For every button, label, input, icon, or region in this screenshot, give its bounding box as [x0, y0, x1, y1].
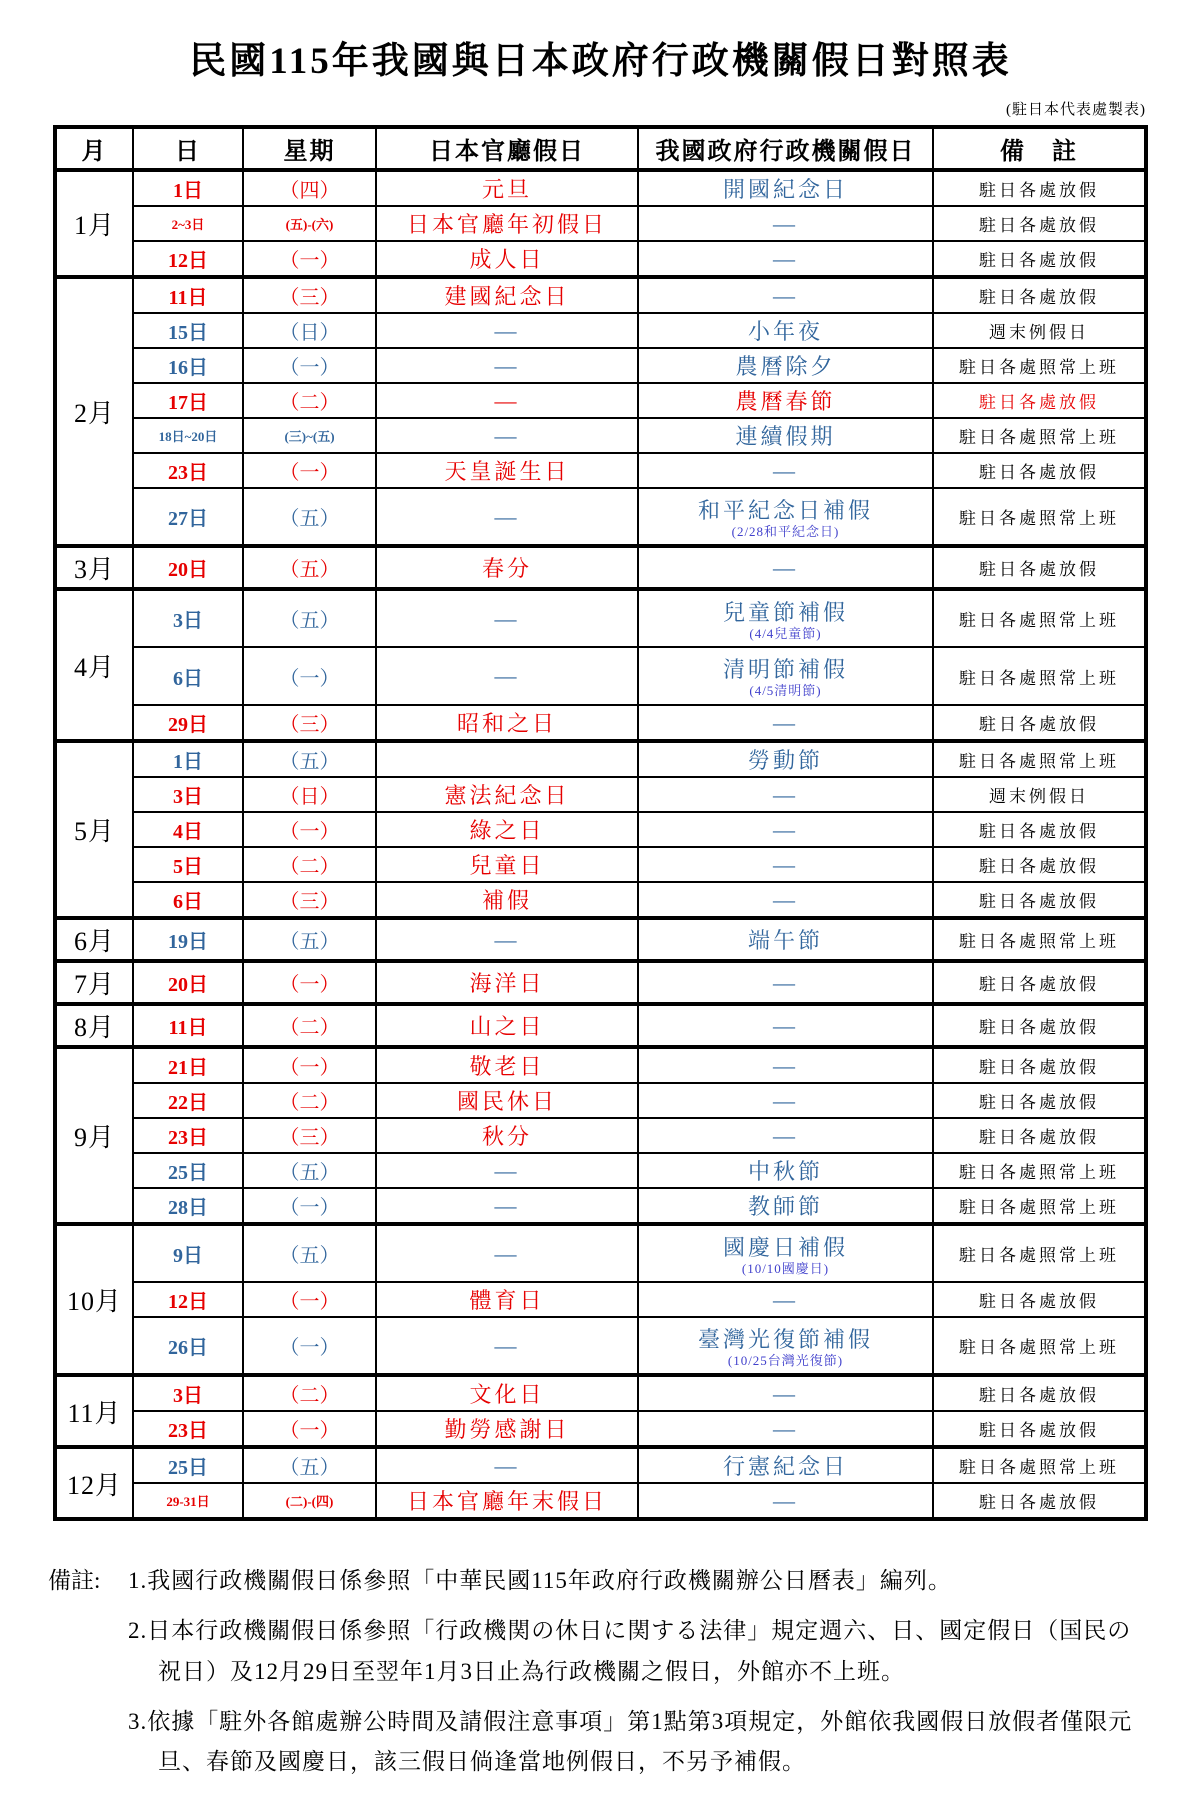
- taiwan-holiday-name: 端午節: [747, 928, 823, 953]
- month-cell: 8月: [55, 1004, 133, 1047]
- table-row: [55, 1375, 1146, 1411]
- day-cell: 5日: [133, 847, 243, 882]
- remark-cell: 駐日各處放假: [933, 847, 1146, 882]
- taiwan-holiday-name: 小年夜: [747, 319, 823, 344]
- header-cell: 星期: [243, 127, 376, 170]
- day-cell: 2~3日: [133, 206, 243, 241]
- remark-cell: 駐日各處放假: [933, 1118, 1146, 1153]
- month-cell: 11月: [55, 1375, 133, 1447]
- japan-holiday-cell: —: [376, 589, 638, 647]
- weekday-cell: （日）: [243, 777, 376, 812]
- month-cell: 2月: [55, 277, 133, 546]
- month-cell: 3月: [55, 546, 133, 589]
- header-cell: 日: [133, 127, 243, 170]
- japan-holiday-cell: 敬老日: [376, 1047, 638, 1083]
- table-row: [55, 647, 1146, 705]
- taiwan-holiday-note: (4/4兒童節): [749, 625, 822, 641]
- remark-cell: 駐日各處照常上班: [933, 1188, 1146, 1224]
- day-cell: 1日: [133, 170, 243, 206]
- taiwan-holiday-name: —: [773, 816, 798, 842]
- day-cell: 16日: [133, 348, 243, 383]
- day-cell: 4日: [133, 812, 243, 847]
- table-row: [55, 1153, 1146, 1188]
- japan-holiday-cell: 山之日: [376, 1004, 638, 1047]
- taiwan-holiday-cell: [638, 812, 933, 847]
- weekday-cell: （二）: [243, 1375, 376, 1411]
- weekday-cell: （五）: [243, 918, 376, 961]
- weekday-cell: （一）: [243, 453, 376, 488]
- remark-cell: 駐日各處照常上班: [933, 1224, 1146, 1282]
- table-row: [55, 961, 1146, 1004]
- table-row: [55, 546, 1146, 589]
- remark-cell: 駐日各處放假: [933, 812, 1146, 847]
- remark-cell: 駐日各處照常上班: [933, 348, 1146, 383]
- month-cell: 10月: [55, 1224, 133, 1375]
- weekday-cell: （五）: [243, 546, 376, 589]
- day-cell: 6日: [133, 882, 243, 918]
- table-row: [55, 1047, 1146, 1083]
- weekday-cell: (二)-(四): [243, 1483, 376, 1519]
- japan-holiday-cell: 國民休日: [376, 1083, 638, 1118]
- month-cell: 6月: [55, 918, 133, 961]
- remark-cell: 駐日各處放假: [933, 882, 1146, 918]
- taiwan-holiday-name: 農曆春節: [735, 389, 836, 414]
- remark-cell: 駐日各處放假: [933, 1483, 1146, 1519]
- taiwan-holiday-cell: [638, 383, 933, 418]
- weekday-cell: （二）: [243, 1083, 376, 1118]
- taiwan-holiday-cell: [638, 313, 933, 348]
- japan-holiday-cell: —: [376, 1153, 638, 1188]
- japan-holiday-cell: [376, 741, 638, 777]
- table-row: [55, 348, 1146, 383]
- table-row: [55, 1118, 1146, 1153]
- taiwan-holiday-name: —: [773, 1380, 798, 1406]
- weekday-cell: （四）: [243, 170, 376, 206]
- header-cell: 我國政府行政機關假日: [638, 127, 933, 170]
- taiwan-holiday-cell: [638, 1375, 933, 1411]
- taiwan-holiday-name: 國慶日補假: [722, 1234, 848, 1260]
- weekday-cell: （五）: [243, 741, 376, 777]
- taiwan-holiday-note: (2/28和平紀念日): [731, 523, 840, 539]
- day-cell: 3日: [133, 1375, 243, 1411]
- weekday-cell: （一）: [243, 1282, 376, 1317]
- footnote-item: 3.依據「駐外各館處辦公時間及請假注意事項」第1點第3項規定，外館依我國假日放假者僅限元旦、春節及國慶日，該三假日倘逢當地例假日，不另予補假。: [128, 1708, 1133, 1774]
- weekday-cell: （三）: [243, 882, 376, 918]
- taiwan-holiday-name: 行憲紀念日: [722, 1454, 848, 1479]
- taiwan-holiday-cell: [638, 1083, 933, 1118]
- day-cell: 3日: [133, 589, 243, 647]
- day-cell: 20日: [133, 961, 243, 1004]
- table-row: [55, 1483, 1146, 1519]
- day-cell: 20日: [133, 546, 243, 589]
- table-row: [55, 1083, 1146, 1118]
- day-cell: 27日: [133, 488, 243, 546]
- remark-cell: 駐日各處放假: [933, 170, 1146, 206]
- weekday-cell: （二）: [243, 1004, 376, 1047]
- weekday-cell: （一）: [243, 1317, 376, 1375]
- remark-cell: 駐日各處照常上班: [933, 589, 1146, 647]
- taiwan-holiday-name: —: [773, 1487, 798, 1513]
- japan-holiday-cell: 兒童日: [376, 847, 638, 882]
- day-cell: 17日: [133, 383, 243, 418]
- weekday-cell: （一）: [243, 1411, 376, 1447]
- japan-holiday-cell: —: [376, 488, 638, 546]
- remark-cell: 駐日各處照常上班: [933, 1317, 1146, 1375]
- japan-holiday-cell: 補假: [376, 882, 638, 918]
- taiwan-holiday-cell: [638, 453, 933, 488]
- weekday-cell: （一）: [243, 1047, 376, 1083]
- taiwan-holiday-cell: [638, 488, 933, 546]
- taiwan-holiday-cell: [638, 1411, 933, 1447]
- taiwan-holiday-cell: [638, 589, 933, 647]
- day-cell: 23日: [133, 1118, 243, 1153]
- japan-holiday-cell: 昭和之日: [376, 705, 638, 741]
- remark-cell: 駐日各處放假: [933, 961, 1146, 1004]
- header-cell: 月: [55, 127, 133, 170]
- japan-holiday-cell: 春分: [376, 546, 638, 589]
- remark-cell: 駐日各處放假: [933, 1375, 1146, 1411]
- taiwan-holiday-cell: [638, 1483, 933, 1519]
- weekday-cell: （日）: [243, 313, 376, 348]
- taiwan-holiday-name: 兒童節補假: [722, 599, 848, 625]
- taiwan-holiday-name: —: [773, 554, 798, 580]
- taiwan-holiday-name: —: [773, 1052, 798, 1078]
- weekday-cell: （五）: [243, 589, 376, 647]
- remark-cell: 駐日各處放假: [933, 383, 1146, 418]
- taiwan-holiday-cell: [638, 418, 933, 453]
- remark-cell: 駐日各處放假: [933, 546, 1146, 589]
- weekday-cell: （一）: [243, 241, 376, 277]
- taiwan-holiday-note: (4/5清明節): [749, 683, 822, 699]
- table-row: [55, 206, 1146, 241]
- taiwan-holiday-name: 臺灣光復節補假: [697, 1326, 873, 1352]
- footnote-item: 2.日本行政機關假日係參照「行政機関の休日に関する法律」規定週六、日、國定假日（国民の祝日）及12月29日至翌年1月3日止為行政機關之假日，外館亦不上班。: [128, 1618, 1132, 1684]
- weekday-cell: （三）: [243, 1118, 376, 1153]
- table-row: [55, 777, 1146, 812]
- taiwan-holiday-name: 教師節: [747, 1194, 823, 1219]
- table-row: [55, 1004, 1146, 1047]
- taiwan-holiday-cell: [638, 1004, 933, 1047]
- weekday-cell: （五）: [243, 1224, 376, 1282]
- japan-holiday-cell: —: [376, 348, 638, 383]
- taiwan-holiday-cell: [638, 1153, 933, 1188]
- japan-holiday-cell: 天皇誕生日: [376, 453, 638, 488]
- day-cell: 11日: [133, 277, 243, 313]
- day-cell: 23日: [133, 1411, 243, 1447]
- remark-cell: 駐日各處照常上班: [933, 741, 1146, 777]
- remark-cell: 週末例假日: [933, 777, 1146, 812]
- japan-holiday-cell: 建國紀念日: [376, 277, 638, 313]
- remark-cell: 駐日各處放假: [933, 1282, 1146, 1317]
- remark-cell: 駐日各處放假: [933, 705, 1146, 741]
- taiwan-holiday-name: —: [773, 1415, 798, 1441]
- remark-cell: 駐日各處放假: [933, 1047, 1146, 1083]
- weekday-cell: （五）: [243, 1447, 376, 1483]
- table-row: [55, 1411, 1146, 1447]
- weekday-cell: (三)~(五): [243, 418, 376, 453]
- taiwan-holiday-name: —: [773, 781, 798, 807]
- japan-holiday-cell: 日本官廳年末假日: [376, 1483, 638, 1519]
- header-cell: 日本官廳假日: [376, 127, 638, 170]
- taiwan-holiday-name: —: [773, 1012, 798, 1038]
- table-row: [55, 1224, 1146, 1282]
- taiwan-holiday-cell: [638, 1317, 933, 1375]
- day-cell: 21日: [133, 1047, 243, 1083]
- footnote-item: 1.我國行政機關假日係參照「中華民國115年政府行政機關辦公日曆表」編列。: [128, 1568, 952, 1593]
- taiwan-holiday-cell: [638, 1047, 933, 1083]
- footnotes: [48, 1561, 1153, 1792]
- day-cell: 6日: [133, 647, 243, 705]
- page-title: 民國115年我國與日本政府行政機關假日對照表: [189, 41, 1012, 82]
- japan-holiday-cell: —: [376, 918, 638, 961]
- taiwan-holiday-cell: [638, 241, 933, 277]
- taiwan-holiday-name: 勞動節: [747, 748, 823, 773]
- japan-holiday-cell: —: [376, 418, 638, 453]
- subtitle: (駐日本代表處製表): [1006, 102, 1146, 118]
- weekday-cell: (五)-(六): [243, 206, 376, 241]
- taiwan-holiday-name: 連續假期: [735, 424, 836, 449]
- remark-cell: 駐日各處照常上班: [933, 1447, 1146, 1483]
- table-row: [55, 1447, 1146, 1483]
- taiwan-holiday-cell: [638, 1224, 933, 1282]
- table-row: [55, 918, 1146, 961]
- japan-holiday-cell: 日本官廳年初假日: [376, 206, 638, 241]
- japan-holiday-cell: —: [376, 383, 638, 418]
- japan-holiday-cell: —: [376, 1447, 638, 1483]
- day-cell: 25日: [133, 1153, 243, 1188]
- japan-holiday-cell: 元旦: [376, 170, 638, 206]
- weekday-cell: （三）: [243, 277, 376, 313]
- japan-holiday-cell: —: [376, 1224, 638, 1282]
- table-row: [55, 1282, 1146, 1317]
- month-cell: 12月: [55, 1447, 133, 1519]
- header-cell: 備 註: [933, 127, 1146, 170]
- month-cell: 4月: [55, 589, 133, 741]
- taiwan-holiday-name: 清明節補假: [722, 657, 848, 683]
- month-cell: 7月: [55, 961, 133, 1004]
- japan-holiday-cell: 文化日: [376, 1375, 638, 1411]
- remark-cell: 駐日各處放假: [933, 241, 1146, 277]
- day-cell: 1日: [133, 741, 243, 777]
- day-cell: 26日: [133, 1317, 243, 1375]
- taiwan-holiday-name: 開國紀念日: [722, 177, 848, 202]
- taiwan-holiday-cell: [638, 206, 933, 241]
- japan-holiday-cell: 海洋日: [376, 961, 638, 1004]
- remark-cell: 週末例假日: [933, 313, 1146, 348]
- weekday-cell: （五）: [243, 488, 376, 546]
- taiwan-holiday-name: —: [773, 210, 798, 236]
- month-cell: 1月: [55, 170, 133, 277]
- weekday-cell: （五）: [243, 1153, 376, 1188]
- table-row: [55, 705, 1146, 741]
- table-body: [55, 170, 1146, 1519]
- remark-cell: 駐日各處照常上班: [933, 418, 1146, 453]
- table-row: [55, 812, 1146, 847]
- weekday-cell: （三）: [243, 705, 376, 741]
- table-row: [55, 488, 1146, 546]
- remark-cell: 駐日各處放假: [933, 1083, 1146, 1118]
- weekday-cell: （一）: [243, 961, 376, 1004]
- japan-holiday-cell: 秋分: [376, 1118, 638, 1153]
- remark-cell: 駐日各處放假: [933, 1004, 1146, 1047]
- taiwan-holiday-name: —: [773, 457, 798, 483]
- day-cell: 18日~20日: [133, 418, 243, 453]
- table-row: [55, 241, 1146, 277]
- remark-cell: 駐日各處照常上班: [933, 1153, 1146, 1188]
- day-cell: 12日: [133, 241, 243, 277]
- table-header: [55, 127, 1146, 170]
- day-cell: 19日: [133, 918, 243, 961]
- weekday-cell: （二）: [243, 383, 376, 418]
- weekday-cell: （一）: [243, 647, 376, 705]
- remark-cell: 駐日各處放假: [933, 277, 1146, 313]
- taiwan-holiday-cell: [638, 961, 933, 1004]
- table-row: [55, 418, 1146, 453]
- holiday-comparison-table: [53, 125, 1148, 1521]
- table-row: [55, 847, 1146, 882]
- taiwan-holiday-cell: [638, 546, 933, 589]
- weekday-cell: （一）: [243, 1188, 376, 1224]
- day-cell: 22日: [133, 1083, 243, 1118]
- taiwan-holiday-cell: [638, 1118, 933, 1153]
- japan-holiday-cell: 綠之日: [376, 812, 638, 847]
- table-row: [55, 383, 1146, 418]
- weekday-cell: （二）: [243, 847, 376, 882]
- table-row: [55, 277, 1146, 313]
- taiwan-holiday-cell: [638, 647, 933, 705]
- table-row: [55, 589, 1146, 647]
- remark-cell: 駐日各處照常上班: [933, 488, 1146, 546]
- remark-cell: 駐日各處放假: [933, 206, 1146, 241]
- taiwan-holiday-name: —: [773, 1122, 798, 1148]
- taiwan-holiday-cell: [638, 777, 933, 812]
- taiwan-holiday-name: —: [773, 1087, 798, 1113]
- day-cell: 29日: [133, 705, 243, 741]
- taiwan-holiday-name: 和平紀念日補假: [697, 497, 873, 523]
- table-row: [55, 170, 1146, 206]
- taiwan-holiday-name: —: [773, 282, 798, 308]
- taiwan-holiday-cell: [638, 348, 933, 383]
- taiwan-holiday-cell: [638, 705, 933, 741]
- taiwan-holiday-cell: [638, 170, 933, 206]
- taiwan-holiday-cell: [638, 1188, 933, 1224]
- day-cell: 11日: [133, 1004, 243, 1047]
- table-row: [55, 453, 1146, 488]
- month-cell: 5月: [55, 741, 133, 918]
- day-cell: 3日: [133, 777, 243, 812]
- taiwan-holiday-name: —: [773, 1286, 798, 1312]
- day-cell: 23日: [133, 453, 243, 488]
- day-cell: 15日: [133, 313, 243, 348]
- japan-holiday-cell: 成人日: [376, 241, 638, 277]
- taiwan-holiday-name: 中秋節: [747, 1159, 823, 1184]
- footnotes-label: 備註:: [48, 1568, 101, 1593]
- month-cell: 9月: [55, 1047, 133, 1224]
- japan-holiday-cell: —: [376, 1317, 638, 1375]
- remark-cell: 駐日各處放假: [933, 453, 1146, 488]
- table-row: [55, 313, 1146, 348]
- japan-holiday-cell: —: [376, 1188, 638, 1224]
- table-row: [55, 882, 1146, 918]
- taiwan-holiday-cell: [638, 277, 933, 313]
- weekday-cell: （一）: [243, 348, 376, 383]
- footnotes-list: [128, 1561, 1153, 1792]
- weekday-cell: （一）: [243, 812, 376, 847]
- japan-holiday-cell: 體育日: [376, 1282, 638, 1317]
- taiwan-holiday-cell: [638, 847, 933, 882]
- taiwan-holiday-note: (10/25台灣光復節): [727, 1352, 844, 1368]
- table-row: [55, 1188, 1146, 1224]
- day-cell: 9日: [133, 1224, 243, 1282]
- table-row: [55, 741, 1146, 777]
- table-row: [55, 1317, 1146, 1375]
- taiwan-holiday-cell: [638, 741, 933, 777]
- taiwan-holiday-name: —: [773, 851, 798, 877]
- taiwan-holiday-name: —: [773, 969, 798, 995]
- japan-holiday-cell: 憲法紀念日: [376, 777, 638, 812]
- taiwan-holiday-name: —: [773, 886, 798, 912]
- day-cell: 12日: [133, 1282, 243, 1317]
- table-header-row: [55, 127, 1146, 170]
- remark-cell: 駐日各處放假: [933, 1411, 1146, 1447]
- japan-holiday-cell: 勤勞感謝日: [376, 1411, 638, 1447]
- day-cell: 29-31日: [133, 1483, 243, 1519]
- japan-holiday-cell: —: [376, 647, 638, 705]
- taiwan-holiday-cell: [638, 1447, 933, 1483]
- japan-holiday-cell: —: [376, 313, 638, 348]
- day-cell: 25日: [133, 1447, 243, 1483]
- taiwan-holiday-cell: [638, 918, 933, 961]
- remark-cell: 駐日各處照常上班: [933, 647, 1146, 705]
- remark-cell: 駐日各處照常上班: [933, 918, 1146, 961]
- taiwan-holiday-name: —: [773, 709, 798, 735]
- taiwan-holiday-name: 農曆除夕: [735, 354, 836, 379]
- day-cell: 28日: [133, 1188, 243, 1224]
- taiwan-holiday-cell: [638, 882, 933, 918]
- taiwan-holiday-name: —: [773, 245, 798, 271]
- taiwan-holiday-cell: [638, 1282, 933, 1317]
- taiwan-holiday-note: (10/10國慶日): [741, 1260, 830, 1276]
